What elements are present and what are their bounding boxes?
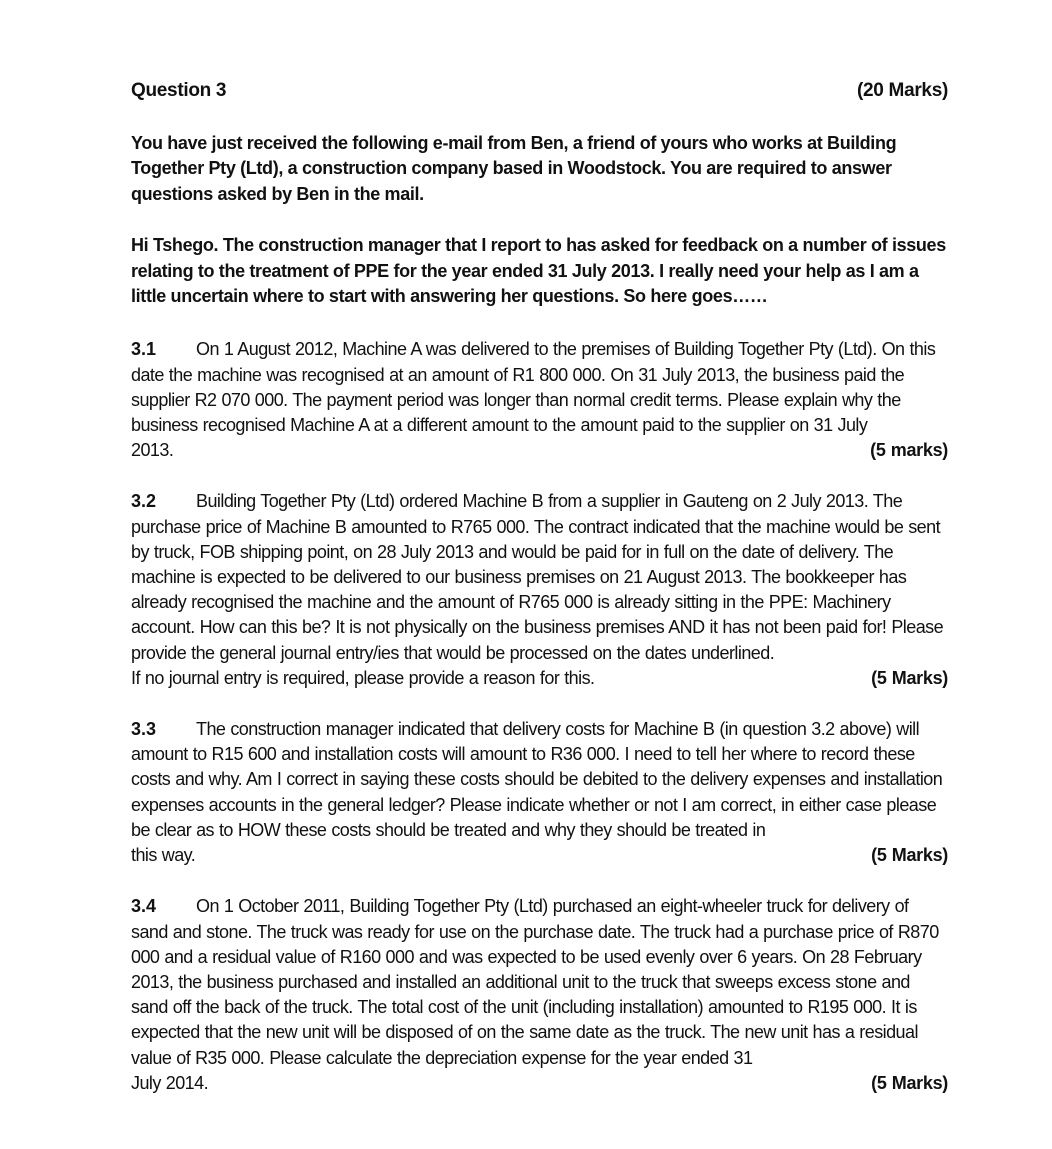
question-marks: (5 Marks) bbox=[871, 1072, 948, 1093]
question-number: 3.4 bbox=[131, 896, 157, 917]
question-body: On 1 October 2011, Building Together Pty (Ltd) purchased an eight-wheeler truck for delivery of sand and stone. The truck was ready for use on the purchase date. The truck had a purchase price of R870 000 and a residual value of R160 000 and was expected to be used evenly over 6 years. On 28 February 2013, the business purchased and installed an additional unit to the truck that sweeps excess stone and sand off the back of the truck. The total cost of the unit (including installation) amounted to R195 000. It is expected that the new unit will be disposed of on the same date as the truck. The new unit has a residual value of R35 000. Please calculate the depreciation expense for the year ended 31 bbox=[131, 896, 939, 1068]
email-greeting-paragraph: Hi Tshego. The construction manager that I report to has asked for feedback on a number of issues relating to the treatment of PPE for the year ended 31 July 2013. I really need your help as I am a little uncertain where to start with answering her questions. So here goes…… bbox=[131, 235, 946, 307]
question-body-end: this way. bbox=[131, 845, 196, 866]
question-body: The construction manager indicated that delivery costs for Machine B (in question 3.2 above) will amount to R15 600 and installation costs will amount to R36 000. I need to tell her where to record these costs and why. Am I correct in saying these costs should be debited to the delivery expenses and installation expenses accounts in the general ledger? Please indicate whether or not I am correct, in either case please be clear as to HOW these costs should be treated and why they should be treated in bbox=[131, 719, 943, 840]
question-last-line bbox=[131, 1071, 948, 1096]
question-body: On 1 August 2012, Machine A was delivered to the premises of Building Together Pty (Ltd). On this date the machine was recognised at an amount of R1 800 000. On 31 July 2013, the business paid the supplier R2 070 000. The payment period was longer than normal credit terms. Please explain why the business recognised Machine A at a different amount to the amount paid to the supplier on 31 July bbox=[131, 339, 936, 436]
question-body: Building Together Pty (Ltd) ordered Machine B from a supplier in Gauteng on 2 July 2013. The purchase price of Machine B amounted to R765 000. The contract indicated that the machine would be sent by truck, FOB shipping point, on 28 July 2013 and would be paid for in full on the date of delivery. The machine is expected to be delivered to our business premises on 21 August 2013. The bookkeeper has already recognised the machine and the amount of R765 000 is already sitting in the PPE: Machinery account. How can this be? It is not physically on the business premises AND it has not been paid for! Please provide the general journal entry/ies that would be processed on the dates underlined. bbox=[131, 491, 944, 663]
question-marks: (5 Marks) bbox=[871, 667, 948, 688]
question-3-1 bbox=[131, 337, 948, 463]
question-title: Question 3 bbox=[131, 80, 227, 101]
question-body-end: July 2014. bbox=[131, 1072, 209, 1093]
question-number: 3.1 bbox=[131, 339, 157, 360]
question-last-line bbox=[131, 843, 948, 868]
question-3-4 bbox=[131, 894, 948, 1096]
question-marks: (5 Marks) bbox=[871, 845, 948, 866]
question-marks: (5 marks) bbox=[870, 440, 948, 461]
document-page bbox=[131, 80, 948, 1096]
intro-paragraph: You have just received the following e-mail from Ben, a friend of yours who works at Building Together Pty (Ltd), a construction company based in Woodstock. You are required to answer questions asked by Ben in the mail. bbox=[131, 133, 897, 204]
question-number: 3.3 bbox=[131, 719, 157, 740]
question-3-3 bbox=[131, 717, 948, 868]
question-last-line bbox=[131, 666, 948, 691]
total-marks: (20 Marks) bbox=[857, 80, 948, 101]
question-3-2 bbox=[131, 489, 948, 691]
question-body-end: If no journal entry is required, please provide a reason for this. bbox=[131, 667, 595, 688]
question-body-end: 2013. bbox=[131, 440, 174, 461]
question-header bbox=[131, 80, 948, 102]
question-last-line bbox=[131, 438, 948, 463]
question-number: 3.2 bbox=[131, 491, 157, 512]
